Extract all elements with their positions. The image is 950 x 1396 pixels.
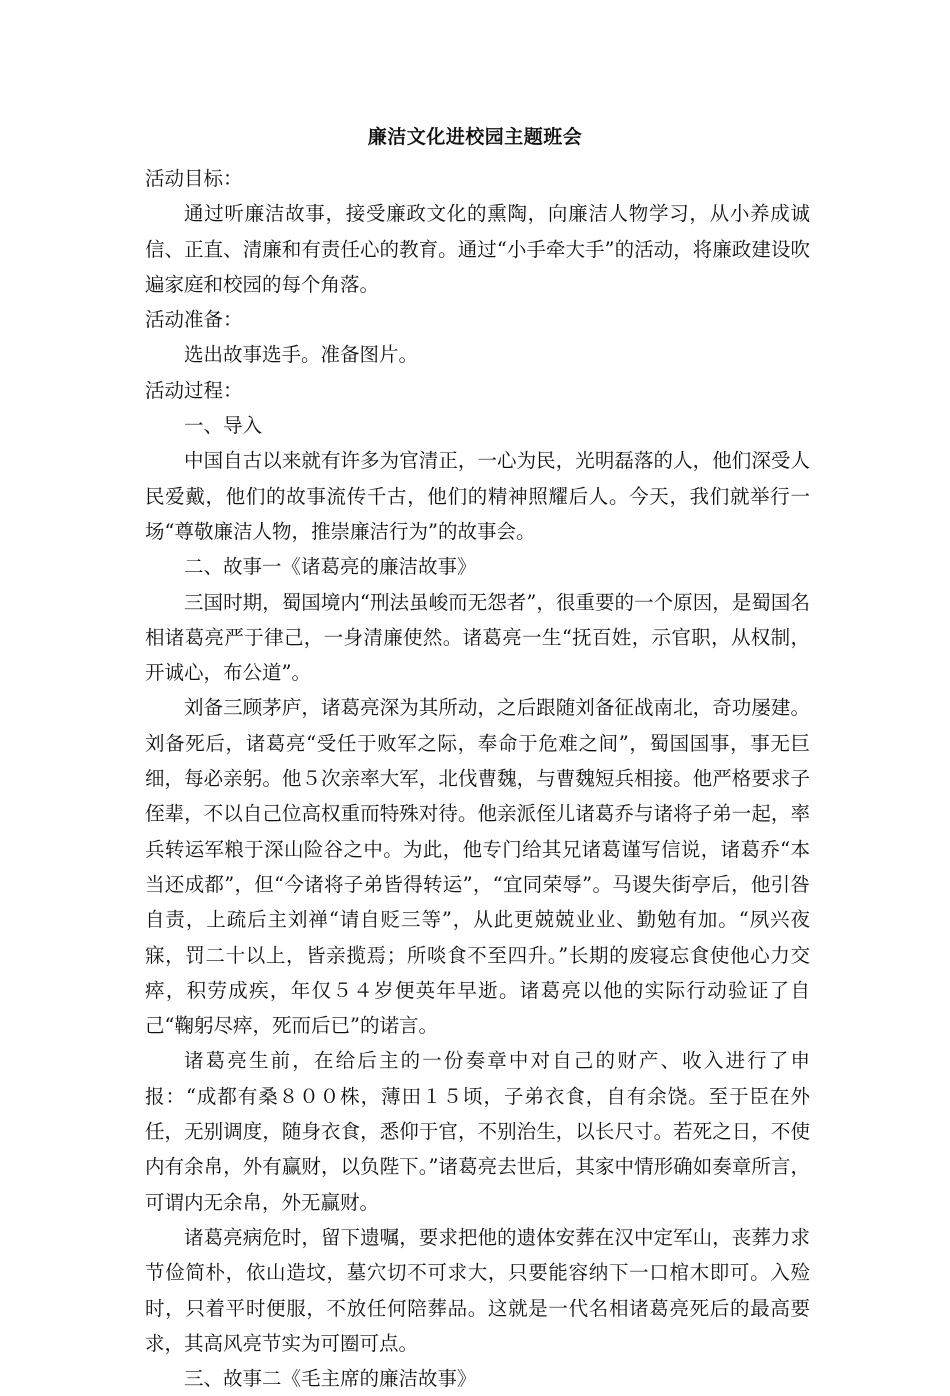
subheading-story-two: 三、故事二《毛主席的廉洁故事》	[184, 1367, 477, 1391]
paragraph-story-one-2: 刘备三顾茅庐，诸葛亮深为其所动，之后跟随刘备征战南北，奇功屡建。刘备死后，诸葛亮“受任于败军之际，奉命于危难之间”，蜀国国事，事无巨细，每必亲躬。他５次亲率大军，北伐曹魏，与曹魏短兵相接。他严格要求子侄辈，不以自己位高权重而特殊对待。他亲派侄儿诸葛乔与诸将子弟一起，率兵转运军粮于深山险谷之中。为此，他专门给其兄诸葛谨写信说，诸葛乔“本当还成都”，但“今诸将子弟皆得转运”，“宜同荣辱”。马谡失街亭后，他引咎自责，上疏后主刘禅“请自贬三等”，从此更兢兢业业、勤勉有加。“夙兴夜寐，罚二十以上，皆亲揽焉；所啖食不至四升。”长期的废寝忘食使他心力交瘁，积劳成疾，年仅５４岁便英年早逝。诸葛亮以他的实际行动验证了自己“鞠躬尽瘁，死而后已”的诺言。	[145, 696, 810, 1038]
section-heading-goals: 活动目标：	[145, 167, 243, 190]
document-title: 廉洁文化进校园主题班会	[367, 126, 583, 148]
subheading-introduction: 一、导入	[184, 414, 263, 438]
paragraph-preparation: 选出故事选手。准备图片。	[184, 343, 419, 367]
document-body	[145, 161, 810, 1396]
paragraph-introduction: 中国自古以来就有许多为官清正，一心为民，光明磊落的人，他们深受人民爱戴，他们的故事流传千古，他们的精神照耀后人。今天，我们就举行一场“尊敬廉洁人物，推崇廉洁行为”的故事会。	[145, 449, 810, 543]
section-heading-process: 活动过程：	[145, 378, 243, 402]
paragraph-story-one-4: 诸葛亮病危时，留下遗嘱，要求把他的遗体安葬在汉中定军山，丧葬力求节俭简朴，依山造坟，墓穴切不可求大，只要能容纳下一口棺木即可。入殓时，只着平时便服，不放任何陪葬品。这就是一代名相诸葛亮死后的最高要求，其高风亮节实为可圈可点。	[145, 1225, 810, 1355]
paragraph-goals: 通过听廉洁故事，接受廉政文化的熏陶，向廉洁人物学习，从小养成诚信、正直、清廉和有责任心的教育。通过“小手牵大手”的活动，将廉政建设吹遍家庭和校园的每个角落。	[145, 202, 810, 296]
subheading-story-one: 二、故事一《诸葛亮的廉洁故事》	[184, 555, 477, 579]
paragraph-story-one-3: 诸葛亮生前，在给后主的一份奏章中对自己的财产、收入进行了申报：“成都有桑８００株，薄田１５顷，子弟衣食，自有余饶。至于臣在外任，无别调度，随身衣食，悉仰于官，不别治生，以长尺寸。若死之日，不使内有余帛，外有赢财，以负陛下。”诸葛亮去世后，其家中情形确如奏章所言，可谓内无余帛，外无赢财。	[145, 1049, 810, 1214]
section-heading-preparation: 活动准备：	[145, 308, 243, 332]
paragraph-story-one-1: 三国时期，蜀国境内“刑法虽峻而无怨者”，很重要的一个原因，是蜀国名相诸葛亮严于律己，一身清廉使然。诸葛亮一生“抚百姓，示官职，从权制，开诚心，布公道”。	[145, 590, 810, 685]
